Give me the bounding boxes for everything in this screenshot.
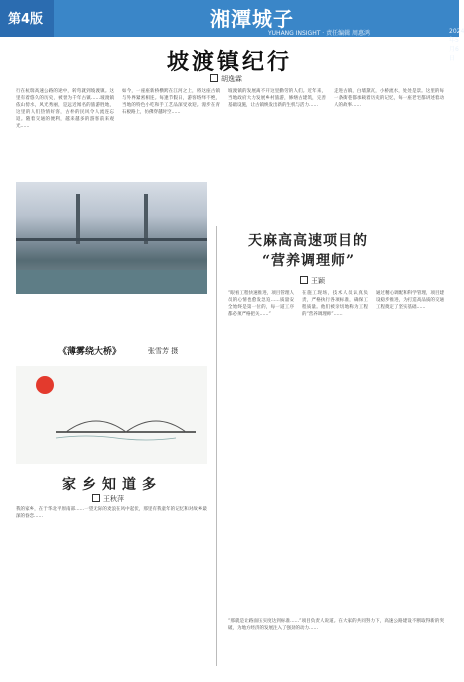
bridge-photo (16, 182, 207, 294)
article-column-3: 坡渡镇的发展离不开这里勤劳的人们。近年来，当地政府大力发展乡村旅游，修缮古建筑，完善基础设施，让古镇焕发出新的生机与活力…… (228, 89, 326, 108)
photo-caption-credit: 张雪芳 摄 (148, 347, 179, 355)
author-marker-icon (92, 494, 100, 502)
right-article-title-line2: “营养调理师” (262, 253, 356, 269)
page-number: 第4版 (8, 12, 44, 27)
bridge-sketch (56, 410, 196, 440)
red-sun (36, 376, 54, 394)
author-marker-icon (210, 74, 218, 82)
right-footer-text: “那就是让路面压实度达到标准……”项目负责人说道。在大家的共同努力下，高速公路建设不断取得新的突破，为地方经济的发展注入了强劲的动力…… (228, 619, 444, 631)
river-water (16, 270, 207, 294)
author-marker-icon (300, 276, 308, 284)
page-number-block (0, 0, 54, 37)
article-column-2: 如今，一座座新桥横跨在江河之上，将这座古镇与外界紧密相连。每逢节假日，游客络绎不绝，当地的特色小吃和手工艺品深受欢迎。漫步在青石板路上，仿佛穿越时空…… (122, 89, 220, 115)
poem-author (92, 494, 124, 504)
poem-title: 家乡知道多 (62, 477, 162, 493)
right-article-author (300, 276, 325, 286)
article-column-4: 走进古镇，白墙黛瓦，小桥流水，处处是景。这里的每一条街巷都承载着历史的记忆，每一座老宅都讲述着动人的故事…… (334, 89, 444, 108)
issue-date: 2024年5月6日 (449, 28, 464, 62)
right-column-3: 通过精心调配和科学管理，项目建设稳步推进，为打造高品质的交通工程奠定了坚实基础…… (376, 291, 444, 310)
bridge-tower-left (76, 194, 80, 244)
article-title: 坡渡镇纪行 (166, 49, 292, 75)
right-article-title-line1: 天麻高高速项目的 (248, 233, 368, 249)
right-author-name: 王颖 (311, 277, 325, 285)
right-column-1: “眼看工程快速推进，项目管理人员的心情也愈发急迫……质量安全始终是第一位的，每一道工序都必须严格把关……” (228, 291, 294, 317)
right-column-2: 在施工现场，技术人员认真负责，严格执行各项标准，确保工程质量。他们被亲切地称为工程的“营养调理师”…… (302, 291, 368, 317)
bridge-deck (16, 238, 207, 241)
poem-body: 我的家乡，在于华北平原南部……一望无际的麦浪在风中起伏，那里有我童年的记忆和对故乡最深的眷恋…… (16, 507, 207, 519)
poem-author-name: 王秋萍 (103, 495, 124, 503)
column-divider (216, 226, 217, 666)
bridge-tower-right (144, 194, 148, 244)
author-name: 胡逸霖 (221, 75, 242, 83)
article-author (210, 74, 242, 84)
article-column-1: 行在杭瑞高速公路的途中，转弯就到坡渡镇。这里有着悠久的历史，被誉为千年古镇……坡渡镇依山傍水，风光秀丽，是远近闻名的旅游胜地，这里的人们热情好客，古朴的民风令人流连忘返。随着交通的便利，越来越多的游客前来观光…… (16, 89, 114, 129)
editor-line: YUHANG INSIGHT · 责任编辑 周惠鸿 (268, 30, 371, 37)
photo-caption-title: 《薄雾绕大桥》 (58, 347, 122, 357)
ink-painting (16, 366, 207, 464)
publication-name: 湘潭城子 (210, 7, 294, 31)
